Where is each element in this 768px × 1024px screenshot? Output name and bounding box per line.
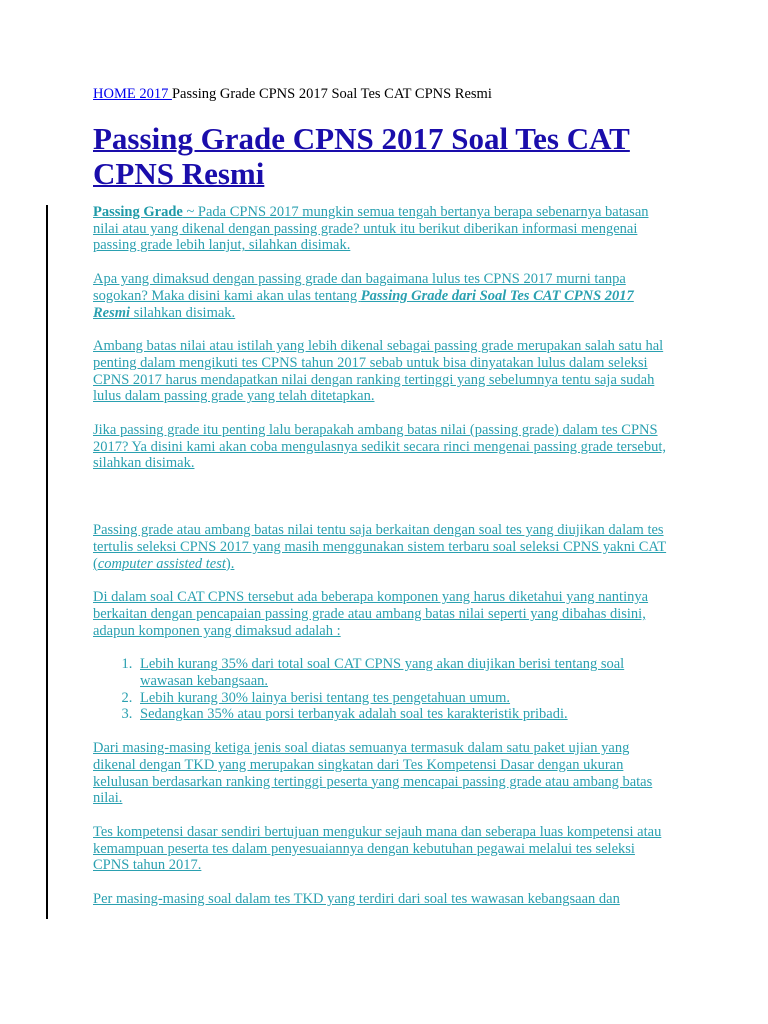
question-pre: Apa yang dimaksud dengan passing grade dan bagaimana lulus tes CPNS 2017 murni tanpa sogokan? Maka disini kami akan ulas tentang bbox=[93, 271, 626, 304]
paragraph-cat-system[interactable] bbox=[93, 522, 673, 572]
breadcrumb-home-link[interactable]: HOME 2017 bbox=[93, 86, 172, 102]
paragraph-competency[interactable]: Tes kompetensi dasar sendiri bertujuan mengukur sejauh mana dan seberapa luas kompetensi atau kemampuan peserta tes dalam penyesuaiannya dengan kebutuhan pegawai melalui tes seleksi CPNS tahun 2017. bbox=[93, 823, 662, 874]
paragraph-intro[interactable] bbox=[93, 204, 673, 254]
list-item[interactable]: 1. Lebih kurang 35% dari total soal CAT CPNS yang akan diujikan berisi tentang soal wawasan kebangsaan. bbox=[136, 656, 673, 689]
breadcrumb-current: Passing Grade CPNS 2017 Soal Tes CAT CPNS Resmi bbox=[171, 86, 492, 102]
cat-emphasis: computer assisted test bbox=[97, 555, 226, 572]
cat-pre: Passing grade atau ambang batas nilai tentu saja berkaitan dengan soal tes yang diujikan dalam tes tertulis seleksi CPNS 2017 yang masih menggunakan sistem terbaru soal seleksi CPNS yakni CAT ( bbox=[93, 522, 667, 572]
paragraph-importance[interactable]: Jika passing grade itu penting lalu berapakah ambang batas nilai (passing grade) dalam tes CPNS 2017? Ya disini kami akan coba mengulasnya sedikit secara rinci mengenai passing grade tersebut, silahkan disimak. bbox=[93, 422, 666, 472]
article-body bbox=[93, 204, 673, 908]
component-list bbox=[93, 656, 673, 723]
paragraph-threshold[interactable]: Ambang batas nilai atau istilah yang lebih dikenal sebagai passing grade merupakan salah satu hal penting dalam mengikuti tes CPNS tahun 2017 sebab untuk bisa dinyatakan lulus dalam seleksi CPNS 2017 harus mendapatkan nilai dengan ranking tertinggi yang sebelumnya tentu saja sudah lulus dalam passing grade yang telah ditetapkan. bbox=[93, 338, 664, 405]
paragraph-per-section[interactable]: Per masing-masing soal dalam tes TKD yang terdiri dari soal tes wawasan kebangsaan dan bbox=[93, 891, 620, 908]
question-emphasis: Passing Grade dari Soal Tes CAT CPNS 2017 Resmi bbox=[93, 287, 634, 321]
left-margin-bar bbox=[46, 205, 48, 919]
paragraph-question[interactable] bbox=[93, 271, 673, 321]
list-item[interactable]: 3. Sedangkan 35% atau porsi terbanyak adalah soal tes karakteristik pribadi. bbox=[136, 706, 673, 723]
breadcrumb bbox=[93, 86, 492, 103]
intro-rest: ~ Pada CPNS 2017 mungkin semua tengah bertanya berapa sebenarnya batasan nilai atau yang dikenal dengan passing grade? untuk itu berikut diberikan informasi mengenai passing grade lebih lanjut, silahkan disimak. bbox=[93, 204, 649, 254]
intro-lead: Passing Grade bbox=[93, 204, 183, 220]
paragraph-tkd[interactable]: Dari masing-masing ketiga jenis soal diatas semuanya termasuk dalam satu paket ujian yang dikenal dengan TKD yang merupakan singkatan dari Tes Kompetensi Dasar dengan ukuran kelulusan berdasarkan ranking tertinggi peserta yang mencapai passing grade atau ambang batas nilai. bbox=[93, 740, 653, 807]
paragraph-components[interactable]: Di dalam soal CAT CPNS tersebut ada beberapa komponen yang harus diketahui yang nantinya berkaitan dengan pencapaian passing grade atau ambang batas nilai seperti yang dibahas disini, adapun komponen yang dimaksud adalah : bbox=[93, 589, 649, 639]
question-post: silahkan disimak. bbox=[130, 304, 236, 321]
cat-post: ). bbox=[225, 555, 235, 572]
list-item[interactable]: 2. Lebih kurang 30% lainya berisi tentang tes pengetahuan umum. bbox=[136, 690, 673, 707]
page-title[interactable]: Passing Grade CPNS 2017 Soal Tes CAT CPNS Resmi bbox=[93, 121, 630, 191]
